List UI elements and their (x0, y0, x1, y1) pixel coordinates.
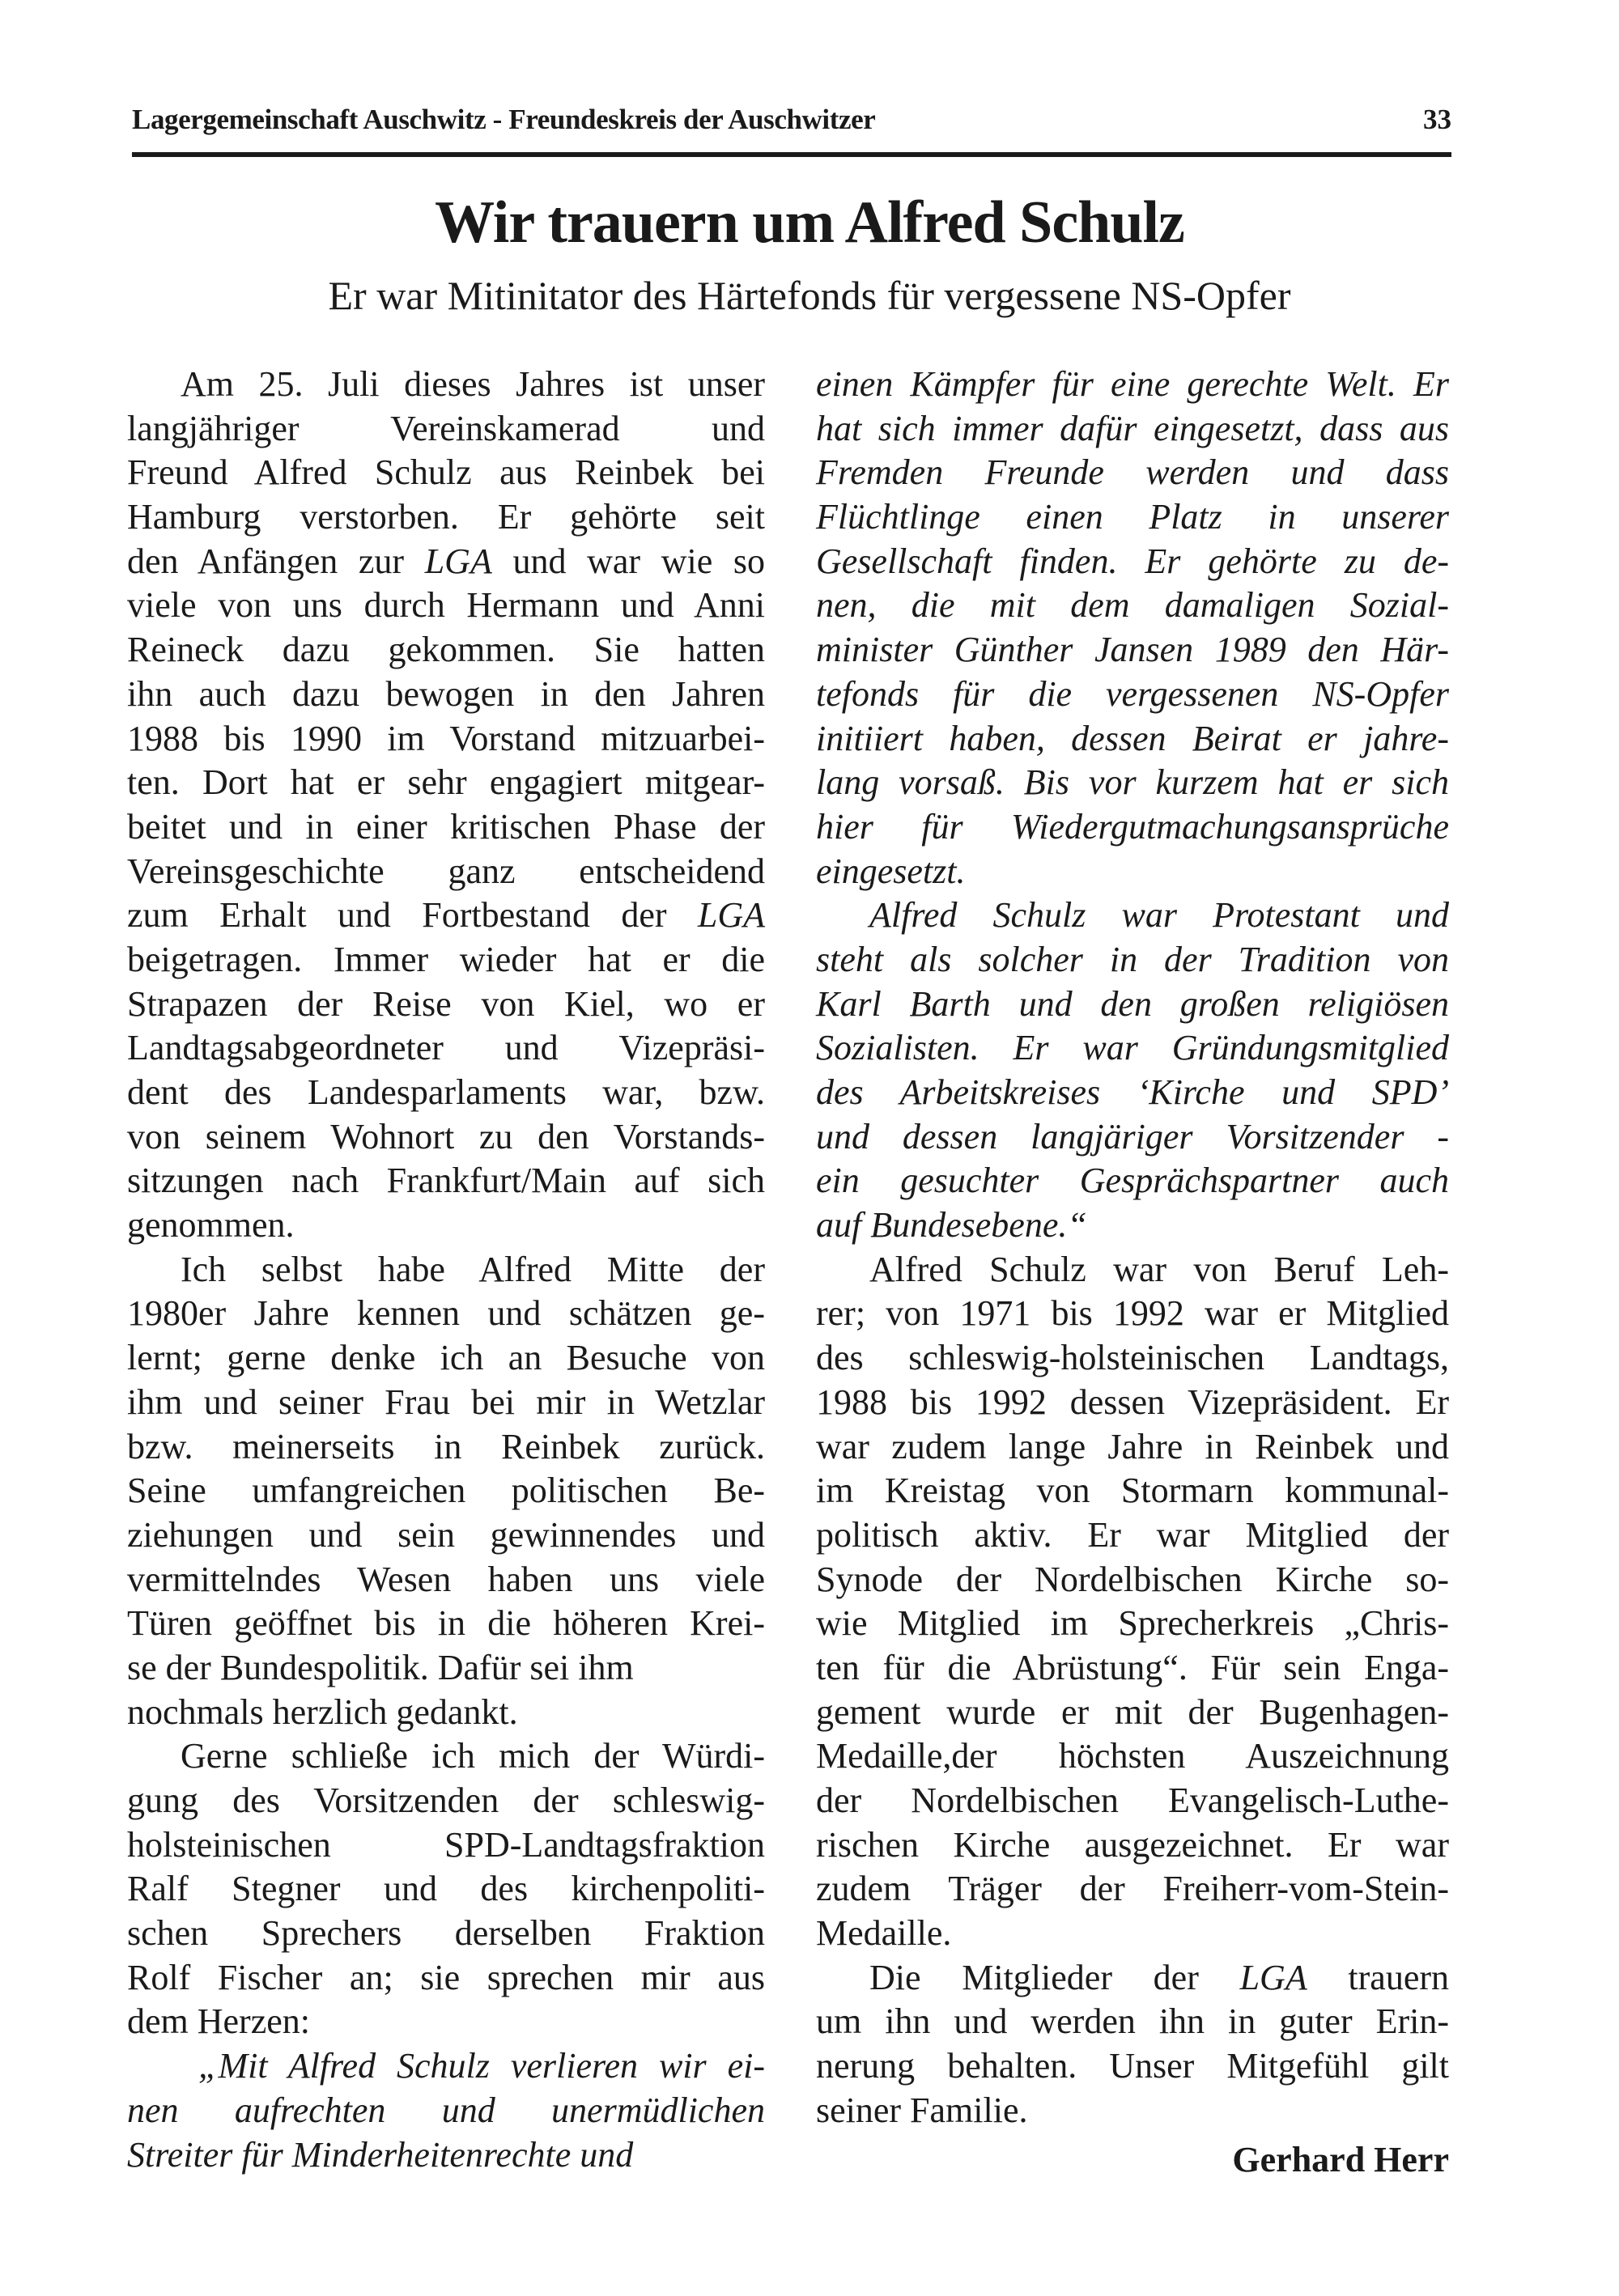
text-line: Alfred Schulz war von Beruf Leh- (869, 1249, 1449, 1289)
text-segment: trauern (1307, 1957, 1449, 1997)
text-line: auf Bundesebene.“ (816, 1205, 1087, 1246)
text-line: beigetragen. Immer wieder hat er die (127, 939, 765, 979)
text-segment: Die Mitglieder der (869, 1957, 1240, 1997)
text-line: 1988 bis 1990 im Vorstand mitzuarbei- (127, 718, 765, 758)
text-line: Flüchtlinge einen Platz in unserer (816, 497, 1449, 537)
text-line: nerung behalten. Unser Mitgefühl gilt (816, 2046, 1449, 2086)
text-line: ihm und seiner Frau bei mir in Wetzlar (127, 1381, 765, 1422)
text-line: Seine umfangreichen politischen Be- (127, 1471, 765, 1511)
text-line: lang vorsaß. Bis vor kurzem hat er sich (816, 762, 1449, 803)
text-line: genommen. (127, 1205, 295, 1246)
text-line: ihn auch dazu bewogen in den Jahren (127, 673, 765, 714)
lga-abbreviation: LGA (1239, 1957, 1307, 1997)
text-line: gement wurde er mit der Bugenhagen- (816, 1691, 1449, 1732)
text-line: Hamburg verstorben. Er gehörte seit (127, 497, 765, 537)
text-line: rischen Kirche ausgezeichnet. Er war (816, 1824, 1449, 1865)
text-line: nochmals herzlich gedankt. (127, 1691, 518, 1732)
text-line: Karl Barth und den großen religiösen (816, 983, 1449, 1024)
text-line: 1980er Jahre kennen und schätzen ge- (127, 1293, 765, 1334)
text-line: rer; von 1971 bis 1992 war er Mitglied (816, 1293, 1449, 1334)
text-line: Streiter für Minderheitenrechte und (127, 2134, 634, 2175)
text-line: Am 25. Juli dieses Jahres ist unser (181, 364, 765, 404)
text-line (816, 1956, 1449, 2001)
text-line: ten für die Abrüstung“. Für sein Enga- (816, 1647, 1449, 1687)
text-line: Reineck dazu gekommen. Sie hatten (127, 630, 765, 670)
text-line: Strapazen der Reise von Kiel, wo er (127, 983, 765, 1024)
text-line: hier für Wiedergutmachungsansprüche (816, 806, 1449, 847)
text-line: viele von uns durch Hermann und Anni (127, 585, 765, 626)
text-line: ten. Dort hat er sehr engagiert mitgear- (127, 762, 765, 803)
text-line: Türen geöffnet bis in die höheren Krei- (127, 1603, 765, 1644)
text-line: des schleswig-holsteinischen Landtags, (816, 1338, 1449, 1378)
text-line: lernt; gerne denke ich an Besuche von (127, 1338, 765, 1378)
text-line: seiner Familie. (816, 2090, 1028, 2130)
text-line: 1988 bis 1992 dessen Vizepräsident. Er (816, 1381, 1449, 1422)
text-line: einen Kämpfer für eine gerechte Welt. Er (816, 364, 1449, 404)
text-line: und dessen langjäriger Vorsitzender - (816, 1116, 1449, 1156)
text-line: Ich selbst habe Alfred Mitte der (181, 1249, 765, 1289)
text-line: Sozialisten. Er war Gründungsmitglied (816, 1028, 1449, 1068)
text-line: holsteinischen SPD-Landtagsfraktion (127, 1824, 765, 1865)
text-line: sitzungen nach Frankfurt/Main auf sich (127, 1161, 765, 1201)
article-subtitle: Er war Mitinitator des Härtefonds für vergessene NS-Opfer (328, 273, 1291, 318)
article-column-left (127, 363, 765, 2177)
text-line: des Arbeitskreises ‘Kirche und SPD’ (816, 1072, 1449, 1112)
text-line: initiiert haben, dessen Beirat er jahre- (816, 718, 1449, 758)
text-segment: den Anfängen zur (127, 541, 425, 581)
text-line: Fremden Freunde werden und dass (816, 452, 1449, 493)
lga-abbreviation: LGA (697, 895, 765, 936)
text-line: langjähriger Vereinskamerad und (127, 408, 765, 448)
text-line: der Nordelbischen Evangelisch-Luthe- (816, 1780, 1449, 1820)
text-line: minister Günther Jansen 1989 den Här- (816, 630, 1449, 670)
text-line: Landtagsabgeordneter und Vizepräsi- (127, 1028, 765, 1068)
text-line: ein gesuchter Gesprächspartner auch (816, 1161, 1449, 1201)
text-line: Gerne schließe ich mich der Würdi- (181, 1736, 765, 1776)
text-line: tefonds für die vergessenen NS-Opfer (816, 673, 1449, 714)
text-line: Ralf Stegner und des kirchenpoliti- (127, 1869, 765, 1909)
text-line: beitet und in einer kritischen Phase der (127, 806, 765, 847)
page-number: 33 (1423, 104, 1451, 135)
text-line: „Mit Alfred Schulz verlieren wir ei- (198, 2046, 765, 2086)
text-line: Medaille,der höchsten Auszeichnung (816, 1736, 1449, 1776)
text-line: ziehungen und sein gewinnendes und (127, 1514, 765, 1555)
text-line: schen Sprechers derselben Fraktion (127, 1913, 765, 1954)
text-line: bzw. meinerseits in Reinbek zurück. (127, 1426, 765, 1466)
lga-abbreviation: LGA (424, 541, 492, 581)
text-line: Synode der Nordelbischen Kirche so- (816, 1559, 1449, 1599)
text-segment: zum Erhalt und Fortbestand der (127, 895, 698, 936)
text-line: Alfred Schulz war Protestant und (869, 895, 1449, 936)
running-head (132, 104, 1451, 144)
text-line: Medaille. (816, 1913, 952, 1954)
text-line: hat sich immer dafür eingesetzt, dass aus (816, 408, 1449, 448)
text-line: Freund Alfred Schulz aus Reinbek bei (127, 452, 765, 493)
publication-name: Lagergemeinschaft Auschwitz - Freundeskreis der Auschwitzer (132, 104, 876, 135)
text-line: Vereinsgeschichte ganz entscheidend (127, 851, 765, 891)
text-line: Gesellschaft finden. Er gehörte zu de- (816, 541, 1449, 581)
text-line: eingesetzt. (816, 851, 966, 891)
text-line (127, 540, 765, 584)
text-line: steht als solcher in der Tradition von (816, 939, 1449, 979)
text-line: vermittelndes Wesen haben uns viele (127, 1559, 765, 1599)
author-signature: Gerhard Herr (1232, 2139, 1449, 2179)
text-segment: und war wie so (491, 541, 765, 581)
text-line: dem Herzen: (127, 2001, 310, 2042)
text-line: Rolf Fischer an; sie sprechen mir aus (127, 1957, 765, 1997)
text-line (127, 893, 765, 938)
text-line: zudem Träger der Freiherr-vom-Stein- (816, 1869, 1449, 1909)
article-title: Wir trauern um Alfred Schulz (435, 189, 1184, 256)
text-line: nen aufrechten und unermüdlichen (127, 2090, 765, 2130)
header-rule (132, 152, 1451, 157)
text-line: um ihn und werden ihn in guter Erin- (816, 2001, 1449, 2042)
text-line: nen, die mit dem damaligen Sozial- (816, 585, 1449, 626)
article-column-right (816, 363, 1449, 2182)
text-line: se der Bundespolitik. Dafür sei ihm (127, 1647, 634, 1687)
text-line: wie Mitglied im Sprecherkreis „Chris- (816, 1603, 1449, 1644)
text-line: politisch aktiv. Er war Mitglied der (816, 1514, 1449, 1555)
text-line: im Kreistag von Stormarn kommunal- (816, 1471, 1449, 1511)
text-line: war zudem lange Jahre in Reinbek und (816, 1426, 1449, 1466)
text-line: gung des Vorsitzenden der schleswig- (127, 1780, 765, 1820)
text-line: dent des Landesparlaments war, bzw. (127, 1072, 765, 1112)
text-line: von seinem Wohnort zu den Vorstands- (127, 1116, 765, 1156)
